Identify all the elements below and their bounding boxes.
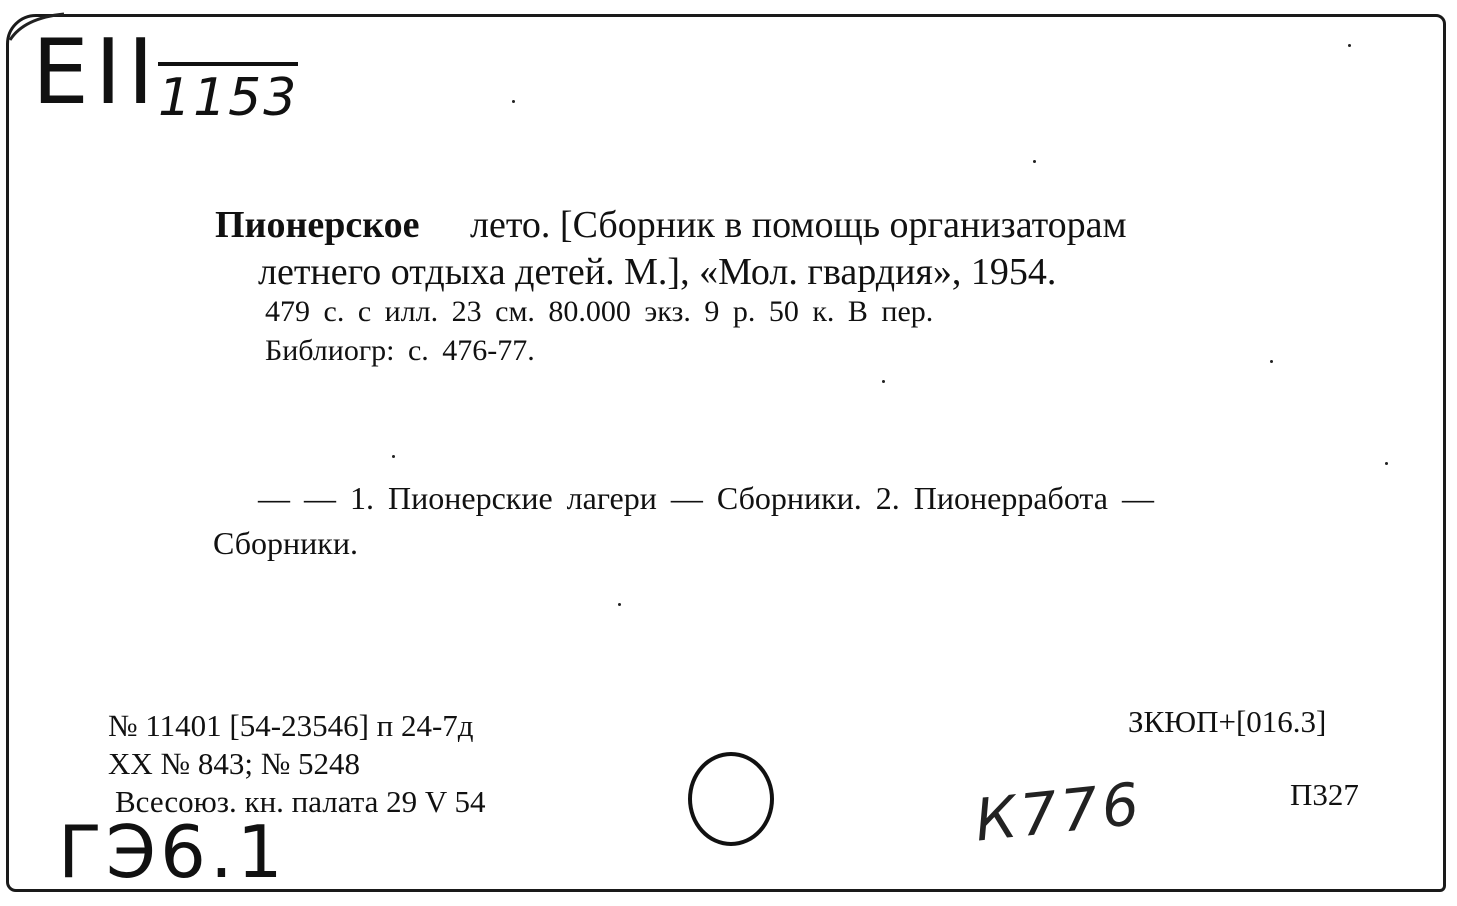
speck	[1348, 44, 1351, 47]
speck	[1270, 360, 1273, 363]
subject-headings: — — 1. Пионерские лагери — Сборники. 2. Пионерработа —	[258, 480, 1154, 516]
shelf-number: 1153	[158, 62, 298, 128]
bibliography-note: Библиогр: с. 476-77.	[265, 334, 535, 367]
speck	[882, 380, 885, 383]
publication-line: летнего отдыха детей. М.], «Мол. гвардия», 1954.	[258, 251, 1057, 293]
classification-index: ЗКЮП+[016.3]	[1128, 704, 1327, 739]
speck	[1033, 160, 1036, 163]
handwritten-code: ГЭ6.1	[58, 810, 287, 894]
author-code: П327	[1290, 777, 1359, 812]
handwritten-signature: К776	[971, 769, 1146, 855]
registration-number: № 11401 [54-23546] п 24-7д	[108, 708, 474, 743]
title-word: Пионерское	[215, 204, 420, 246]
shelf-mark: ЕII	[32, 20, 160, 125]
speck	[512, 100, 515, 103]
speck	[618, 603, 621, 606]
subject-headings-cont: Сборники.	[213, 525, 358, 561]
title-rest: лето. [Сборник в помощь организаторам	[470, 204, 1127, 246]
stamp-circle	[688, 752, 774, 846]
speck	[1385, 462, 1388, 465]
speck	[392, 455, 395, 458]
chamber-date: Всесоюз. кн. палата 29 V 54	[115, 784, 486, 819]
physical-description: 479 с. с илл. 23 см. 80.000 экз. 9 р. 50 к. В пер.	[265, 295, 934, 328]
series-number: XX № 843; № 5248	[108, 746, 361, 781]
